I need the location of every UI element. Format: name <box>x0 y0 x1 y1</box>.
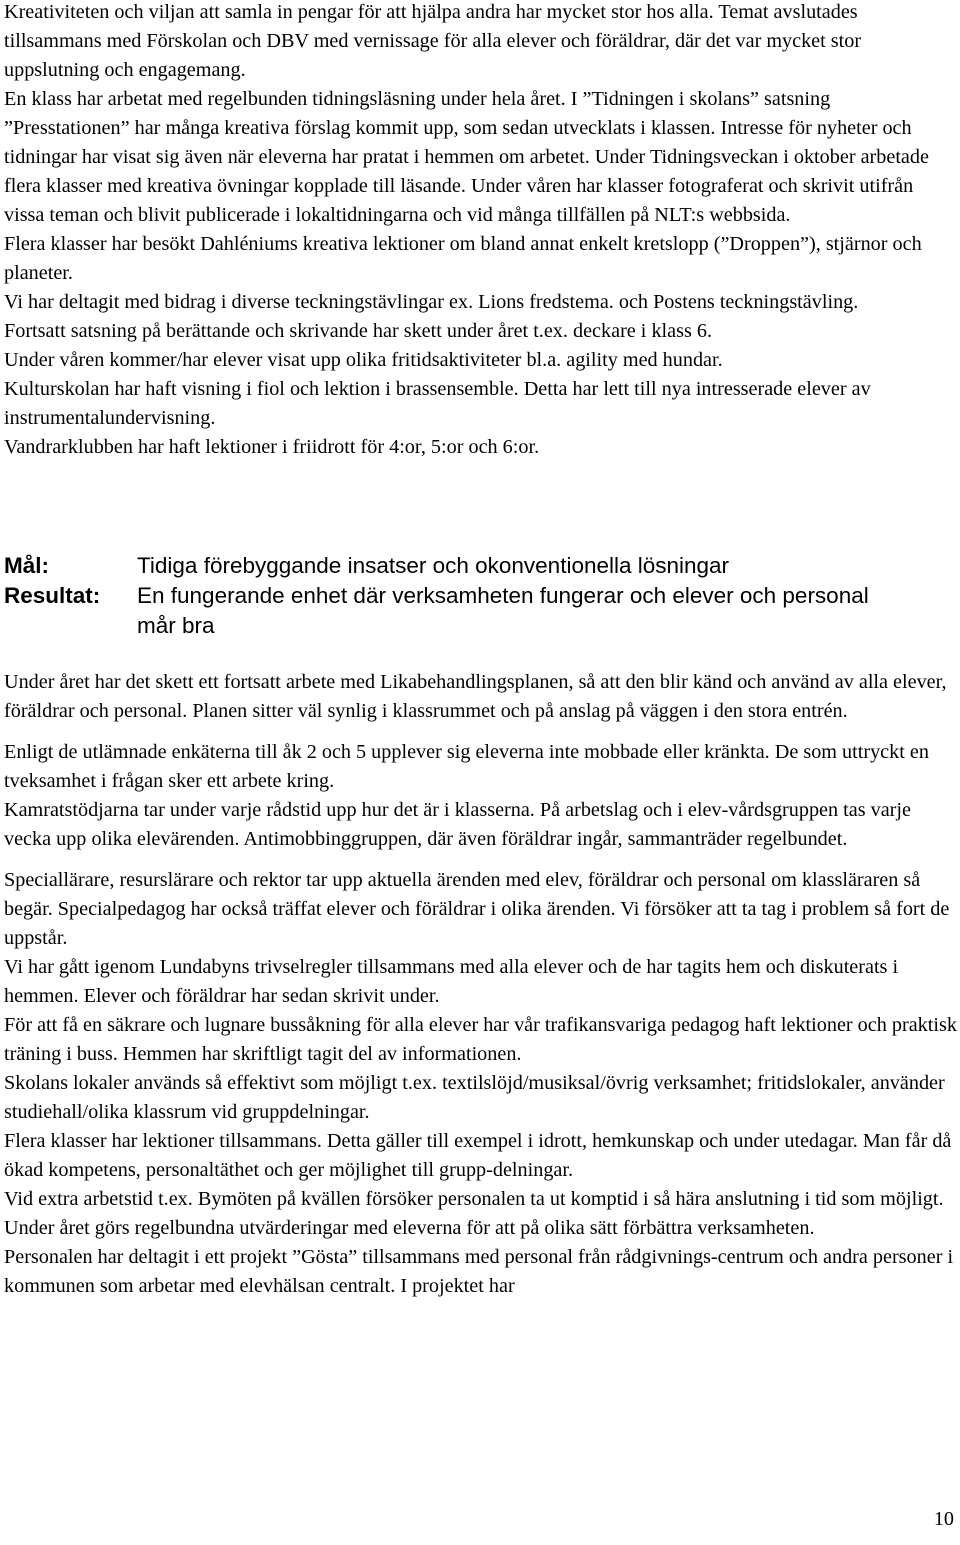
paragraph: En klass har arbetat med regelbunden tidningsläsning under hela året. I ”Tidningen i skolans” satsning ”Presstationen” har många kreativa förslag kommit upp, som sedan utvecklats i klassen. Intresse för nyheter och tidningar har visat sig även när eleverna har pratat i hemmen om arbetet. Under Tidningsveckan i oktober arbetade flera klasser med kreativa övningar kopplade till läsande. Under våren har klasser fotograferat och skrivit utifrån vissa teman och blivit publicerade i lokaltidningarna och vid många tillfällen på NLT:s webbsida. <box>4 88 929 226</box>
paragraph: Under året görs regelbundna utvärderingar med eleverna för att på olika sätt förbättra verksamheten. <box>4 1217 815 1239</box>
paragraph: Kulturskolan har haft visning i fiol och lektion i brassensemble. Detta har lett till nya intresserade elever av instrumentalundervisning. <box>4 378 871 429</box>
paragraph: Fortsatt satsning på berättande och skrivande har skett under året t.ex. deckare i klass 6. <box>4 320 713 342</box>
page-number: 10 <box>933 1508 954 1530</box>
paragraph: Vid extra arbetstid t.ex. Bymöten på kvällen försöker personalen ta ut komptid i så hära anslutning i tid som möjligt. <box>4 1188 944 1210</box>
paragraph: Vi har gått igenom Lundabyns trivselregler tillsammans med alla elever och de har tagits hem och diskuterats i hemmen. Elever och föräldrar har sedan skrivit under. <box>4 956 899 1007</box>
paragraph: Enligt de utlämnade enkäterna till åk 2 och 5 upplever sig eleverna inte mobbade eller kränkta. De som uttryckt en tveksamhet i frågan sker ett arbete kring. <box>4 741 929 792</box>
paragraph: För att få en säkrare och lugnare bussåkning för alla elever har vår trafikansvariga pedagog haft lektioner och praktisk träning i buss. Hemmen har skriftligt tagit del av informationen. <box>4 1014 957 1065</box>
text-section-activities <box>4 0 958 462</box>
paragraph: Speciallärare, resurslärare och rektor tar upp aktuella ärenden med elev, föräldrar och personal om klassläraren så begär. Specialpedagog har också träffat elever och föräldrar i olika ärenden. Vi försöker att ta tag i problem så fort de uppstår. <box>4 869 950 949</box>
paragraph: Vi har deltagit med bidrag i diverse teckningstävlingar ex. Lions fredstema. och Postens teckningstävling. <box>4 291 859 313</box>
goal-label: Mål: <box>4 553 49 578</box>
result-label: Resultat: <box>4 583 101 608</box>
paragraph: Personalen har deltagit i ett projekt ”Gösta” tillsammans med personal från rådgivnings-centrum och andra personer i kommunen som arbetar med elevhälsan centralt. I projektet har <box>4 1246 954 1297</box>
paragraph: Under våren kommer/har elever visat upp olika fritidsaktiviteter bl.a. agility med hundar. <box>4 349 723 371</box>
goal-row <box>4 551 954 581</box>
goal-text: Tidiga förebyggande insatser och okonventionella lösningar <box>137 553 730 578</box>
goal-section <box>4 551 954 641</box>
paragraph: Flera klasser har lektioner tillsammans. Detta gäller till exempel i idrott, hemkunskap och under utedagar. Man får då ökad kompetens, personaltäthet och ger möjlighet till grupp-delningar. <box>4 1130 952 1181</box>
paragraph: Under året har det skett ett fortsatt arbete med Likabehandlingsplanen, så att den blir känd och använd av alla elever, föräldrar och personal. Planen sitter väl synlig i klassrummet och på anslag på väggen i den stora entrén. <box>4 671 947 722</box>
paragraph: Vandrarklubben har haft lektioner i friidrott för 4:or, 5:or och 6:or. <box>4 436 540 458</box>
result-text: En fungerande enhet där verksamheten fungerar och elever och personal mår bra <box>137 583 869 638</box>
result-row <box>4 581 954 641</box>
text-section-results <box>4 668 958 1301</box>
paragraph: Skolans lokaler används så effektivt som möjligt t.ex. textilslöjd/musiksal/övrig verksamhet; fritidslokaler, använder studiehall/olika klassrum vid gruppdelningar. <box>4 1072 945 1123</box>
paragraph: Flera klasser har besökt Dahléniums kreativa lektioner om bland annat enkelt kretslopp (”Droppen”), stjärnor och planeter. <box>4 233 922 284</box>
paragraph: Kamratstödjarna tar under varje rådstid upp hur det är i klasserna. På arbetslag och i elev-vårdsgruppen tas varje vecka upp olika elevärenden. Antimobbinggruppen, där även föräldrar ingår, sammanträder regelbundet. <box>4 799 911 850</box>
paragraph: Kreativiteten och viljan att samla in pengar för att hjälpa andra har mycket stor hos alla. Temat avslutades tillsammans med Förskolan och DBV med vernissage för alla elever och föräldrar, där det var mycket stor uppslutning och engagemang. <box>4 1 862 81</box>
